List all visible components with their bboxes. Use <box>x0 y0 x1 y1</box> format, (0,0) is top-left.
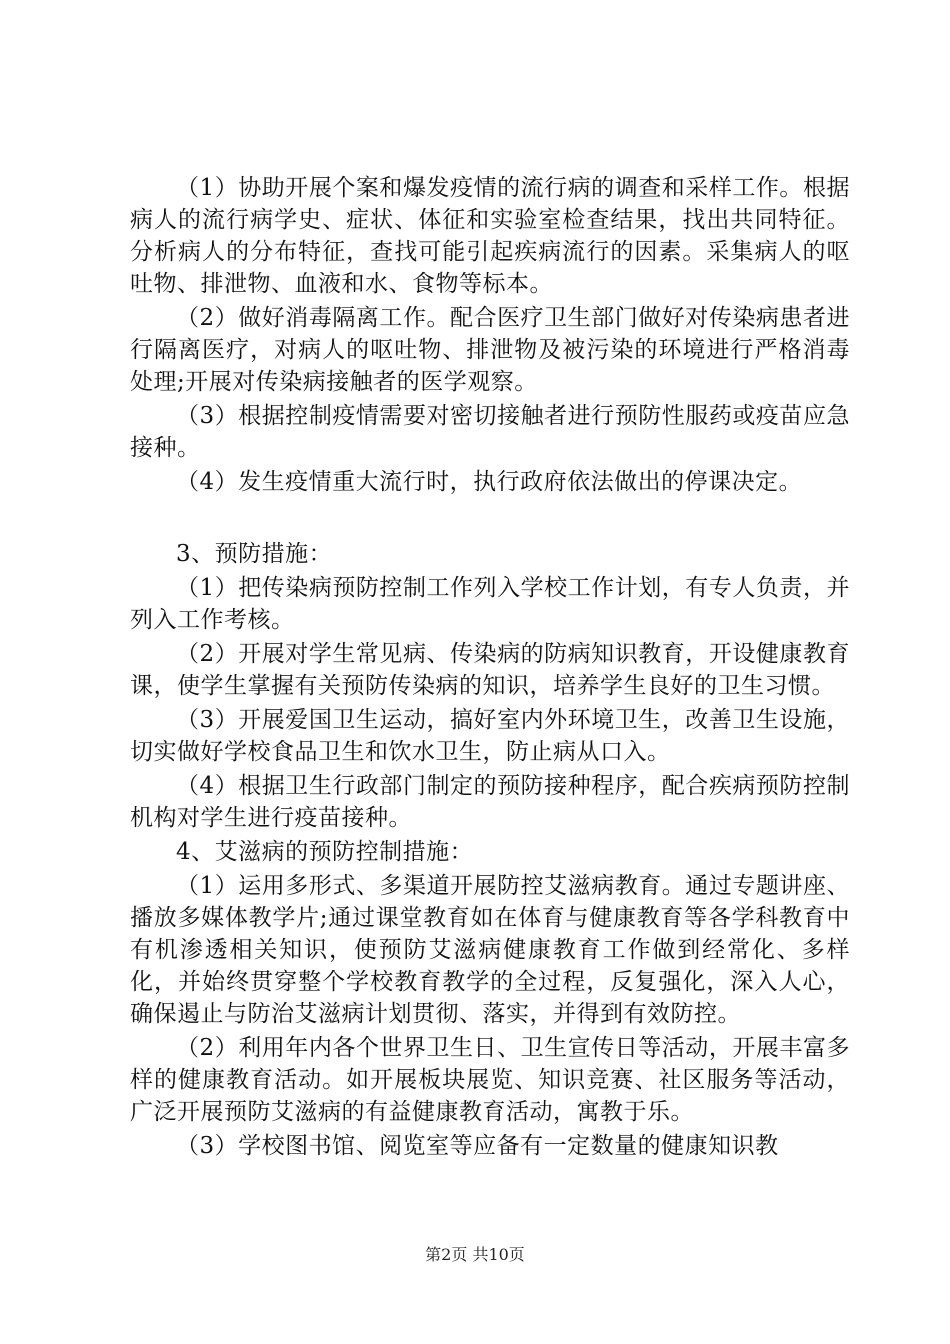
paragraph-4: （4）发生疫情重大流行时，执行政府依法做出的停课决定。 <box>176 469 803 495</box>
section-heading-3: 3、预防措施： <box>176 541 333 567</box>
section-heading-4: 4、艾滋病的预防控制措施： <box>176 839 474 865</box>
document-body <box>130 172 850 1162</box>
paragraph-8: （4）根据卫生行政部门制定的预防接种程序，配合疾病预防控制机构对学生进行疫苗接种。 <box>130 773 850 831</box>
paragraph-10: （2）利用年内各个世界卫生日、卫生宣传日等活动，开展丰富多样的健康教育活动。如开展板块展览、知识竞赛、社区服务等活动，广泛开展预防艾滋病的有益健康教育活动，寓教于乐。 <box>130 1035 850 1125</box>
paragraph-2: （2）做好消毒隔离工作。配合医疗卫生部门做好对传染病患者进行隔离医疗，对病人的呕吐物、排泄物及被污染的环境进行严格消毒处理;开展对传染病接触者的医学观察。 <box>130 305 850 395</box>
paragraph-11: （3）学校图书馆、阅览室等应备有一定数量的健康知识教 <box>176 1133 779 1159</box>
paragraph-3: （3）根据控制疫情需要对密切接触者进行预防性服药或疫苗应急接种。 <box>130 403 850 461</box>
paragraph-6: （2）开展对学生常见病、传染病的防病知识教育，开设健康教育课，使学生掌握有关预防传染病的知识，培养学生良好的卫生习惯。 <box>130 641 850 699</box>
paragraph-9: （1）运用多形式、多渠道开展防控艾滋病教育。通过专题讲座、播放多媒体教学片;通过课堂教育如在体育与健康教育等各学科教育中有机渗透相关知识，使预防艾滋病健康教育工作做到经常化、多样化，并始终贯穿整个学校教育教学的全过程，反复强化，深入人心，确保遏止与防治艾滋病计划贯彻、落实，并得到有效防控。 <box>130 873 850 1027</box>
page-footer: 第2页 共10页 <box>425 1245 525 1264</box>
paragraph-5: （1）把传染病预防控制工作列入学校工作计划，有专人负责，并列入工作考核。 <box>130 575 850 633</box>
paragraph-7: （3）开展爱国卫生运动，搞好室内外环境卫生，改善卫生设施，切实做好学校食品卫生和饮水卫生，防止病从口入。 <box>130 707 850 765</box>
paragraph-1: （1）协助开展个案和爆发疫情的流行病的调查和采样工作。根据病人的流行病学史、症状、体征和实验室检查结果，找出共同特征。分析病人的分布特征，查找可能引起疾病流行的因素。采集病人的呕吐物、排泄物、血液和水、食物等标本。 <box>130 175 850 297</box>
